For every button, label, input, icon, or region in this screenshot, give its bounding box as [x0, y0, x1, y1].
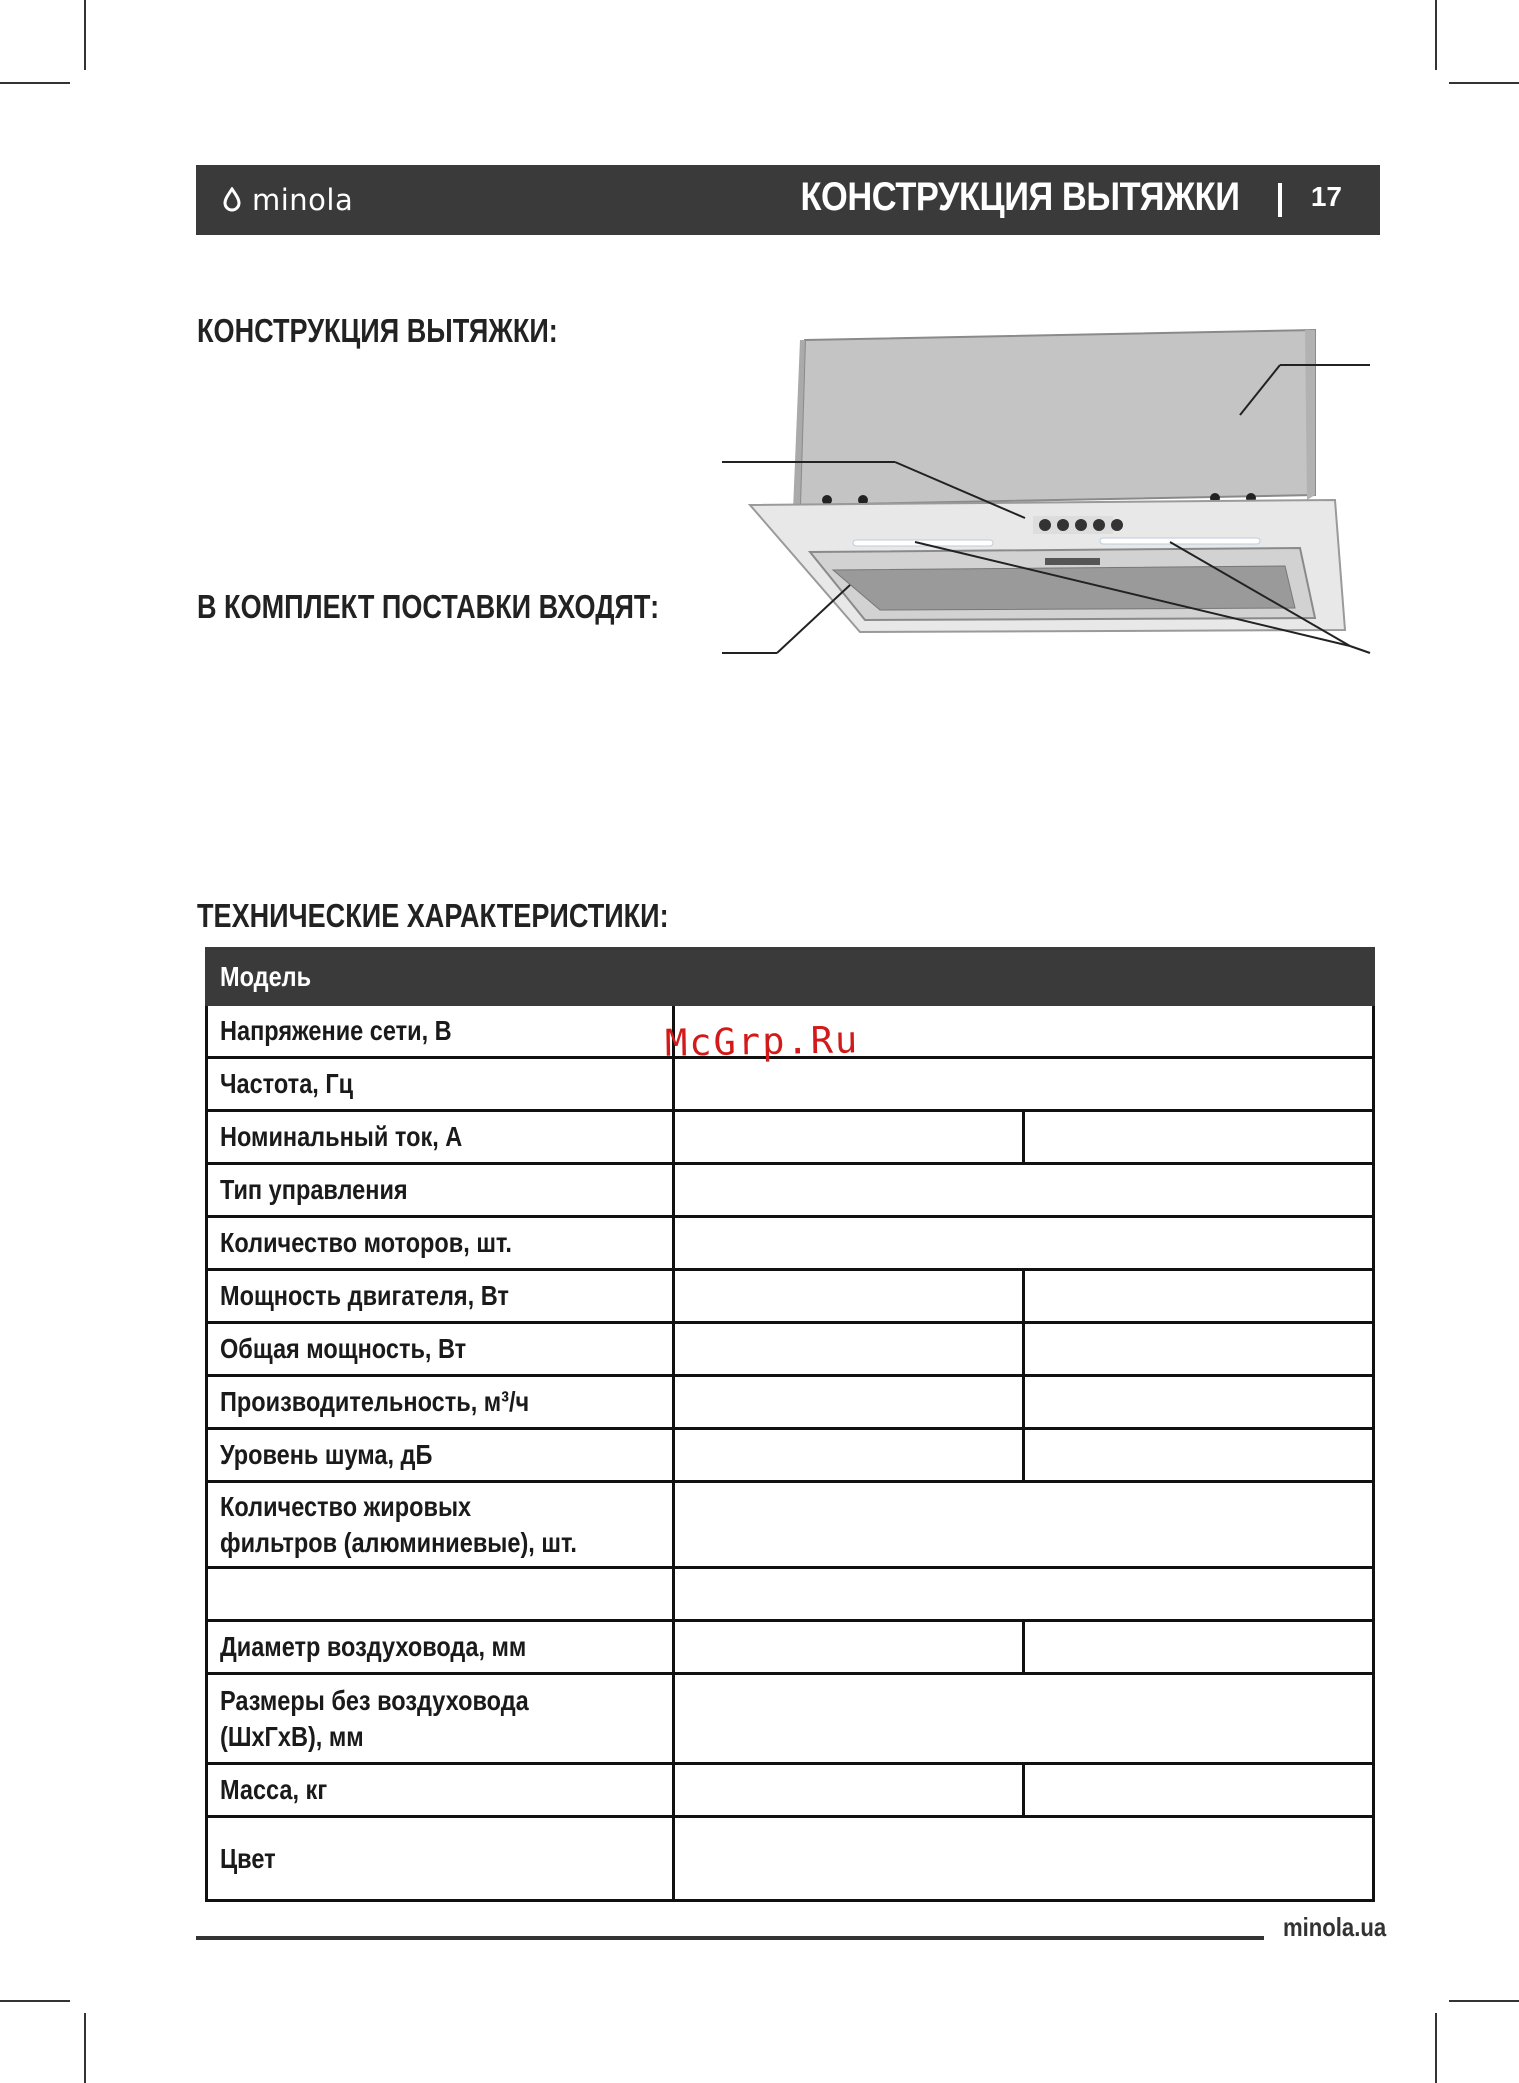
- row-label: Напряжение сети, В: [207, 1005, 674, 1058]
- table-row: [207, 1621, 1374, 1674]
- row-value: [1024, 1621, 1374, 1674]
- section-specs-heading: ТЕХНИЧЕСКИЕ ХАРАКТЕРИСТИКИ:: [197, 897, 669, 934]
- row-value: [674, 1817, 1374, 1901]
- row-label: Уровень шума, дБ: [207, 1429, 674, 1482]
- table-header-cell: [674, 949, 1024, 1005]
- row-label: Производительность, м³/ч: [207, 1376, 674, 1429]
- crop-mark: [0, 82, 70, 84]
- row-value: [1024, 1429, 1374, 1482]
- table-row: [207, 1323, 1374, 1376]
- footer-divider: [196, 1936, 1264, 1940]
- row-label: Диаметр воздуховода, мм: [207, 1621, 674, 1674]
- crop-mark: [1435, 2013, 1437, 2083]
- crop-mark: [84, 0, 86, 70]
- table-row: [207, 1111, 1374, 1164]
- page-number: 17: [1310, 181, 1342, 212]
- row-value: [1024, 1111, 1374, 1164]
- table-row: [207, 1429, 1374, 1482]
- crop-mark: [84, 2013, 86, 2083]
- table-header-model: Модель: [207, 949, 674, 1005]
- table-row: [207, 1764, 1374, 1817]
- row-value: [674, 1111, 1024, 1164]
- table-row: [207, 1568, 1374, 1621]
- hood-illustration: [715, 320, 1385, 660]
- row-label: [207, 1568, 674, 1621]
- row-label: Количество моторов, шт.: [207, 1217, 674, 1270]
- row-value: [674, 1482, 1374, 1568]
- crop-mark: [1449, 2000, 1519, 2002]
- header-divider: [1278, 183, 1282, 217]
- row-label: Количество жировых фильтров (алюминиевые), шт.: [207, 1482, 674, 1568]
- row-value: [674, 1217, 1374, 1270]
- section-construction-heading: КОНСТРУКЦИЯ ВЫТЯЖКИ:: [197, 312, 558, 349]
- row-label: Частота, Гц: [207, 1058, 674, 1111]
- table-row: [207, 1674, 1374, 1764]
- row-value: [674, 1621, 1024, 1674]
- row-label: Мощность двигателя, Вт: [207, 1270, 674, 1323]
- table-header-cell: [1024, 949, 1374, 1005]
- row-value: [1024, 1323, 1374, 1376]
- brand-logo: [222, 183, 353, 217]
- watermark: McGrp.Ru: [664, 1018, 860, 1065]
- table-row: [207, 1164, 1374, 1217]
- row-label: Размеры без воздуховода (ШхГхВ), мм: [207, 1674, 674, 1764]
- crop-mark: [0, 2000, 70, 2002]
- row-value: [674, 1164, 1374, 1217]
- row-value: [674, 1058, 1374, 1111]
- row-value: [1024, 1764, 1374, 1817]
- spec-table: [205, 947, 1375, 1902]
- page-header: [196, 165, 1380, 235]
- table-row: [207, 1482, 1374, 1568]
- table-row: [207, 1217, 1374, 1270]
- row-label: Тип управления: [207, 1164, 674, 1217]
- row-label: Цвет: [207, 1817, 674, 1901]
- row-value: [674, 1568, 1374, 1621]
- row-label: Масса, кг: [207, 1764, 674, 1817]
- table-row: [207, 1270, 1374, 1323]
- crop-mark: [1435, 0, 1437, 70]
- row-value: [1024, 1376, 1374, 1429]
- footer-url: minola.ua: [1283, 1912, 1387, 1942]
- row-value: [674, 1270, 1024, 1323]
- row-label: Номинальный ток, А: [207, 1111, 674, 1164]
- brand-name: minola: [252, 183, 354, 217]
- row-value: [674, 1764, 1024, 1817]
- table-row: [207, 1376, 1374, 1429]
- row-value: [1024, 1270, 1374, 1323]
- row-value: [674, 1674, 1374, 1764]
- table-header-row: [207, 949, 1374, 1005]
- drop-icon: [222, 187, 242, 213]
- table-row: [207, 1058, 1374, 1111]
- row-label: Общая мощность, Вт: [207, 1323, 674, 1376]
- row-value: [674, 1323, 1024, 1376]
- row-value: [674, 1429, 1024, 1482]
- crop-mark: [1449, 82, 1519, 84]
- table-row: [207, 1817, 1374, 1901]
- page-title: КОНСТРУКЦИЯ ВЫТЯЖКИ: [800, 175, 1240, 219]
- row-value: [674, 1376, 1024, 1429]
- section-package-heading: В КОМПЛЕКТ ПОСТАВКИ ВХОДЯТ:: [197, 588, 660, 625]
